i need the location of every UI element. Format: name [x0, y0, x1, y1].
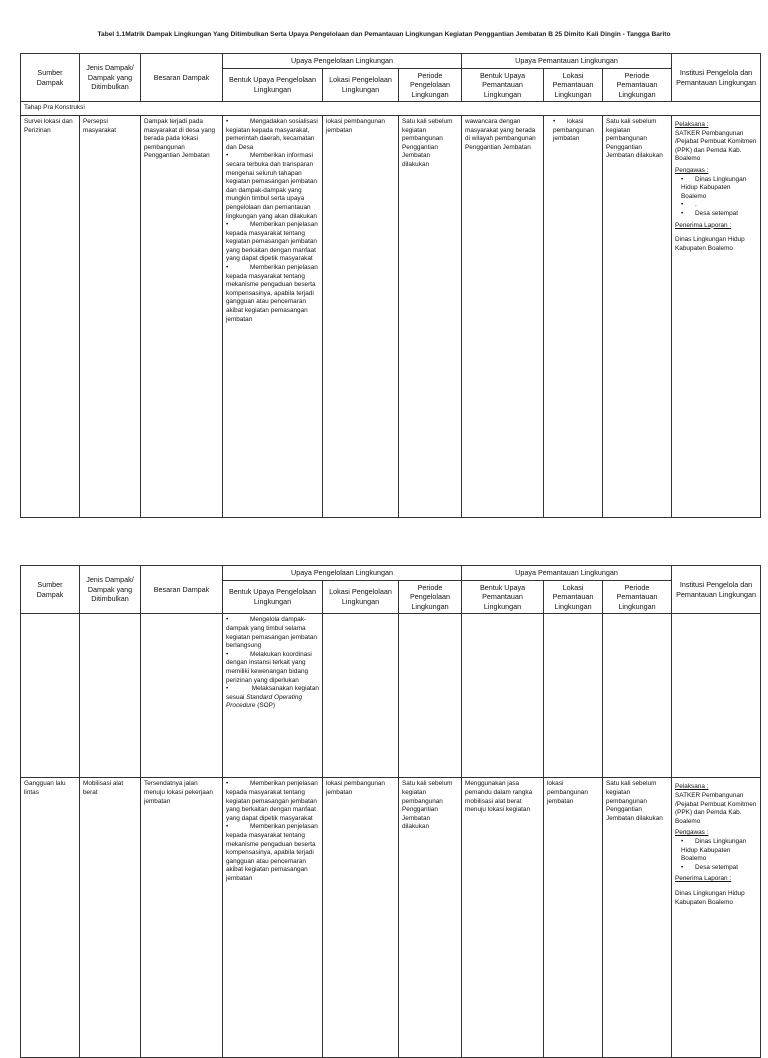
header-lokasi-pengelolaan: Lokasi Pengelolaan Lingkungan [323, 580, 399, 614]
list-item: • Melakukan koordinasi dengan instansi terkait yang memiliki kewenangan bidang perizinan yang diperlukan [226, 651, 319, 685]
header-lokasi-pemantauan: Lokasi Pemantauan Lingkungan [544, 580, 603, 614]
header-institusi: Institusi Pengelola dan Pemantauan Lingkungan [672, 54, 761, 102]
cell-periode-pengelolaan: Satu kali sebelum kegiatan pembangunan Penggantian Jembatan dilakukan [399, 115, 462, 517]
penerima-label: Penerima Laporan : [675, 221, 732, 229]
list-item: • Memberikan informasi secara terbuka dan transparan mengenai seluruh tahapan kegiatan pemasangan jembatan dan dampak-dampak yang mungkin timbul serta upaya pengelolaan dan pemantauan lingkungan yang akan dilakukan [226, 152, 319, 221]
header-besaran-dampak: Besaran Dampak [141, 54, 223, 102]
penerima-text: Dinas Lingkungan Hidup Kabupaten Boalemo [675, 236, 745, 252]
cell-periode-pemantauan: Satu kali sebelum kegiatan pembangunan Penggantian Jembatan dilakukan [603, 115, 672, 517]
header-sumber-dampak: Sumber Dampak [21, 54, 80, 102]
cell-periode-pemantauan: Satu kali sebelum kegiatan pembangunan Penggantian Jembatan dilakukan [603, 778, 672, 1058]
list-item: • Memberikan penjelasan kepada masyarakat tentang mekanisme pengaduan beserta kompensasinya, apabila terjadi gangguan atau pencemaran akibat kegiatan pemasangan jembatan [226, 823, 319, 883]
list-item: • Memberikan penjelasan kepada masyarakat tentang kegiatan pemasangan jembatan yang berkaitan dengan manfaat yang dapat dipetik masyarakat [226, 780, 319, 823]
header-bentuk-pemantauan: Bentuk Upaya Pemantauan Lingkungan [462, 68, 544, 102]
cell-institusi [672, 778, 761, 1058]
header-upaya-pemantauan: Upaya Pemantauan Lingkungan [462, 54, 672, 69]
header-bentuk-pengelolaan: Bentuk Upaya Pengelolaan Lingkungan [223, 580, 323, 614]
sop-abbrev-text: (SOP) [255, 702, 276, 710]
cell-jenis: Mobilisasi alat berat [80, 778, 141, 1058]
header-upaya-pengelolaan: Upaya Pengelolaan Lingkungan [223, 54, 462, 69]
impact-matrix-table-1 [20, 53, 761, 518]
cell-lokasi-pengelolaan: lokasi pembangunan jembatan [323, 778, 399, 1058]
cell-periode-pengelolaan: Satu kali sebelum kegiatan pembangunan Penggantian Jembatan dilakukan [399, 778, 462, 1058]
cell-besaran: Dampak terjadi pada masyarakat di desa yang berada pada lokasi pembangunan Penggantian Jembatan [141, 115, 223, 517]
sop-italic-text: Standard Operating Procedure [226, 693, 303, 710]
header-institusi: Institusi Pengelola dan Pemantauan Lingkungan [672, 566, 761, 614]
pengawas-label: Pengawas : [675, 166, 709, 174]
cell-sumber: Gangguan lalu lintas [21, 778, 80, 1058]
header-periode-pemantauan: Periode Pemantauan Lingkungan [603, 580, 672, 614]
table-row [21, 614, 761, 778]
list-item: • . [675, 201, 757, 210]
header-upaya-pemantauan: Upaya Pemantauan Lingkungan [462, 566, 672, 581]
table-row [21, 778, 761, 1058]
cell-bentuk-pemantauan: Menggunakan jasa pemandu dalam rangka mobilisasi alat berat menuju lokasi kegiatan [462, 778, 544, 1058]
header-bentuk-pemantauan: Bentuk Upaya Pemantauan Lingkungan [462, 580, 544, 614]
list-item: • Memberikan penjelasan kepada masyarakat tentang kegiatan pemasangan jembatan yang berkaitan dengan manfaat yang dapat dipetik masyarakat [226, 221, 319, 264]
cell-institusi [672, 115, 761, 517]
cell-lokasi-pengelolaan: lokasi pembangunan jembatan [323, 115, 399, 517]
table-title: Tabel 1.1Matrik Dampak Lingkungan Yang Ditimbulkan Serta Upaya Pengelolaan dan Pemantauan Lingkungan Kegiatan Penggantian Jembatan B 25 Dimito Kali Dingin - Tangga Barito [97, 31, 671, 38]
header-besaran-dampak: Besaran Dampak [141, 566, 223, 614]
pelaksana-label: Pelaksana : [675, 120, 709, 128]
list-item: • Desa setempat [675, 210, 757, 219]
cell-bentuk-pengelolaan [223, 115, 323, 517]
impact-matrix-table-2 [20, 565, 761, 1058]
list-item: • Mengelola dampak-dampak yang timbul selama kegiatan pemasangan jembatan berlangsung [226, 616, 319, 650]
header-periode-pengelolaan: Periode Pengelolaan Lingkungan [399, 580, 462, 614]
list-item: • lokasi pembangunan jembatan [547, 118, 599, 144]
list-item-text: Melaksanakan kegiatan sesuai [226, 685, 319, 701]
list-item: • Mengadakan sosialisasi kegiatan kepada masyarakat, pemerintah daerah, kecamatan dan Desa [226, 118, 319, 152]
header-upaya-pengelolaan: Upaya Pengelolaan Lingkungan [223, 566, 462, 581]
list-item: • Memberikan penjelasan kepada masyarakat tentang mekanisme pengaduan beserta kompensasinya, apabila terjadi gangguan atau pencemaran akibat kegiatan pemasangan jembatan [226, 264, 319, 324]
cell-besaran: Tersendatnya jalan menuju lokasi pekerjaan jembatan [141, 778, 223, 1058]
pelaksana-text: SATKER Pembangunan /Pejabat Pembuat Komitmen (PPK) dan Pemda Kab. Boalemo [675, 791, 757, 825]
header-periode-pengelolaan: Periode Pengelolaan Lingkungan [399, 68, 462, 102]
cell-sumber: Survei lokasi dan Perizinan [21, 115, 80, 517]
header-jenis-dampak: Jenis Dampak/ Dampak yang Ditimbulkan [80, 566, 141, 614]
stage-label: Tahap Pra Konstruksi [21, 102, 761, 116]
list-item: • Dinas Lingkungan Hidup Kabupaten Boalemo [675, 838, 757, 864]
cell-lokasi-pemantauan: lokasi pembangunan jembatan [544, 778, 603, 1058]
table-row [21, 115, 761, 517]
list-item: • Dinas Lingkungan Hidup Kabupaten Boalemo [675, 176, 757, 202]
cell-bentuk-pengelolaan [223, 614, 323, 778]
header-sumber-dampak: Sumber Dampak [21, 566, 80, 614]
header-lokasi-pengelolaan: Lokasi Pengelolaan Lingkungan [323, 68, 399, 102]
pengawas-label: Pengawas : [675, 829, 709, 837]
pelaksana-text: SATKER Pembangunan /Pejabat Pembuat Komitmen (PPK) dan Pemda Kab. Boalemo [675, 129, 757, 163]
cell-bentuk-pemantauan: wawancara dengan masyarakat yang berada di wilayah pembangunan Penggantian Jembatan [462, 115, 544, 517]
header-bentuk-pengelolaan: Bentuk Upaya Pengelolaan Lingkungan [223, 68, 323, 102]
penerima-text: Dinas Lingkungan Hidup Kabupaten Boalemo [675, 889, 745, 906]
list-item: • Desa setempat [675, 864, 757, 873]
header-lokasi-pemantauan: Lokasi Pemantauan Lingkungan [544, 68, 603, 102]
header-periode-pemantauan: Periode Pemantauan Lingkungan [603, 68, 672, 102]
list-item [226, 685, 319, 711]
cell-bentuk-pengelolaan [223, 778, 323, 1058]
header-jenis-dampak: Jenis Dampak/ Dampak yang Ditimbulkan [80, 54, 141, 102]
penerima-label: Penerima Laporan : [675, 875, 732, 883]
cell-lokasi-pemantauan [544, 115, 603, 517]
cell-jenis: Persepsi masyarakat [80, 115, 141, 517]
pelaksana-label: Pelaksana : [675, 783, 709, 791]
